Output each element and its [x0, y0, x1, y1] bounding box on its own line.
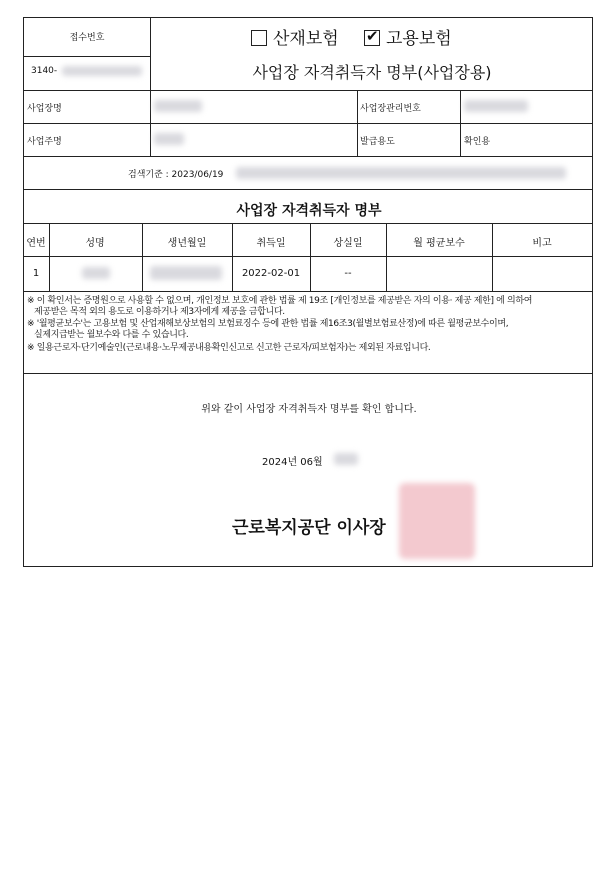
document-page: [23, 17, 593, 567]
issue-day-redacted: [334, 453, 358, 465]
checkbox-employment-insurance[interactable]: [364, 24, 452, 49]
business-name-label: 사업장명: [27, 104, 62, 114]
header-remarks: 비고: [532, 238, 552, 249]
header-monthly-average-pay: 월 평균보수: [413, 238, 465, 249]
purpose-value: 확인용: [464, 137, 491, 147]
note-3: ※ 일용근로자·단기예술인(근로내용·노무제공내용확인신고로 신고한 근로자/피보험자)는 제외된 자료입니다.: [27, 343, 431, 353]
table-title: 사업장 자격취득자 명부: [236, 203, 382, 219]
row-number: 1: [32, 268, 40, 279]
checkbox-industrial-insurance[interactable]: [251, 24, 339, 49]
header-no: 연번: [26, 238, 46, 249]
row-lost-date: --: [344, 268, 352, 279]
receipt-number-prefix: 3140-: [31, 66, 58, 76]
row-birthdate-redacted: [150, 266, 222, 280]
receipt-number-label: 접수번호: [69, 33, 105, 43]
owner-name-redacted: [154, 133, 184, 145]
note-2-line-2: 실제지급받는 월보수와 다를 수 있습니다.: [34, 330, 189, 340]
owner-label: 사업주명: [27, 137, 62, 147]
issue-date: 2024년 06월: [262, 457, 323, 468]
business-mgmt-no-label: 사업장관리번호: [360, 104, 421, 114]
official-seal-stamp: [399, 483, 475, 559]
unchecked-box-icon: [251, 30, 267, 46]
checked-box-icon: ✔: [366, 27, 379, 45]
checkbox-industrial-label: 산재보험: [273, 29, 339, 49]
checkbox-employment-label: 고용보험: [386, 29, 452, 49]
search-basis-redacted: [236, 167, 566, 179]
receipt-number-redacted: [62, 66, 142, 76]
row-acquired-date: 2022-02-01: [241, 268, 301, 279]
header-birthdate: 생년월일: [167, 238, 207, 249]
note-2-line-1: ※ '월평균보수'는 고용보험 및 산업재해보상보험의 보험료징수 등에 관한 법률 제16조3(월별보험료산정)에 따른 월평균보수이며,: [27, 319, 509, 329]
header-lost-date: 상실일: [333, 238, 363, 249]
header-acquired-date: 취득일: [256, 238, 286, 249]
issuer-name: 근로복지공단 이사장: [232, 518, 386, 538]
business-mgmt-no-redacted: [464, 100, 528, 112]
confirmation-text: 위와 같이 사업장 자격취득자 명부를 확인 합니다.: [201, 404, 417, 415]
document-title: 사업장 자격취득자 명부(사업장용): [252, 63, 492, 82]
search-basis: 검색기준 : 2023/06/19: [128, 170, 224, 180]
header-name: 성명: [85, 238, 105, 249]
note-1-line-1: ※ 이 확인서는 증명원으로 사용할 수 없으며, 개인정보 보호에 관한 법률 제 19조 [개인정보를 제공받은 자의 이용· 제공 제한] 에 의하여: [27, 296, 533, 306]
purpose-label: 발급용도: [360, 137, 395, 147]
business-name-redacted: [154, 100, 202, 112]
row-name-redacted: [82, 267, 110, 279]
note-1-line-2: 제공받은 목적 외의 용도로 이용하거나 제3자에게 제공을 금합니다.: [34, 307, 285, 317]
